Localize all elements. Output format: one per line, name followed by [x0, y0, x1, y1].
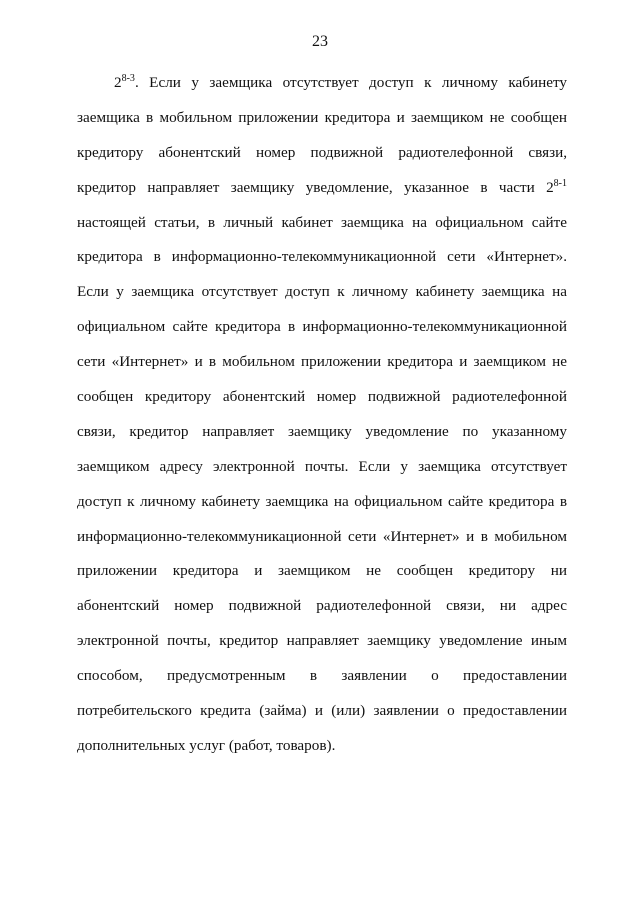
text-line-9: сети «Интернет» и в мобильном приложении кредитора и заемщиком не — [77, 353, 567, 371]
text-line-17: электронной почты, кредитор направляет заемщику уведомление иным — [77, 632, 567, 650]
text-line-6: кредитора в информационно-телекоммуникационной сети «Интернет». — [77, 248, 567, 266]
text-line-16: абонентский номер подвижной радиотелефонной связи, ни адрес — [77, 597, 567, 615]
text-line-19: потребительского кредита (займа) и (или) заявлении о предоставлении — [77, 702, 567, 720]
text-line-2: заемщика в мобильном приложении кредитора и заемщиком не сообщен — [77, 108, 567, 126]
text-line-12: заемщиком адресу электронной почты. Если у заемщика отсутствует — [77, 457, 567, 475]
part-reference-superscript: 8-1 — [553, 177, 567, 189]
text-line-10: сообщен кредитору абонентский номер подвижной радиотелефонной — [77, 388, 567, 406]
text-line-5: настоящей статьи, в личный кабинет заемщика на официальном сайте — [77, 213, 567, 231]
paragraph-8-3 — [77, 73, 567, 771]
text-line-14: информационно-телекоммуникационной сети «Интернет» и в мобильном — [77, 527, 567, 545]
text-line-13: доступ к личному кабинету заемщика на официальном сайте кредитора в — [77, 492, 567, 510]
text-line-1: 2$^{8-3}$. Если у заемщика отсутствует доступ к личному кабинету — [114, 73, 567, 91]
text-line-7: Если у заемщика отсутствует доступ к личному кабинету заемщика на — [77, 283, 567, 301]
text-line-11: связи, кредитор направляет заемщику уведомление по указанному — [77, 422, 567, 440]
part-reference: 2$^{8-1}$ — [546, 177, 567, 196]
text-line-15: приложении кредитора и заемщиком не сообщен кредитору ни — [77, 562, 567, 580]
text-line-20: дополнительных услуг (работ, товаров). — [77, 736, 336, 754]
text-line-18: способом, предусмотренным в заявлении о предоставлении — [77, 667, 567, 685]
page-number: 23 — [312, 33, 328, 50]
paragraph-marker-superscript: 8-3 — [121, 73, 135, 84]
text-line-4: кредитор направляет заемщику уведомление, указанное в части 2$^{8-1}$ — [77, 177, 567, 196]
text-line-3: кредитору абонентский номер подвижной радиотелефонной связи, — [77, 143, 567, 161]
text-line-8: официальном сайте кредитора в информационно-телекоммуникационной — [77, 318, 567, 336]
paragraph-marker: 2$^{8-3}$. — [114, 73, 139, 91]
